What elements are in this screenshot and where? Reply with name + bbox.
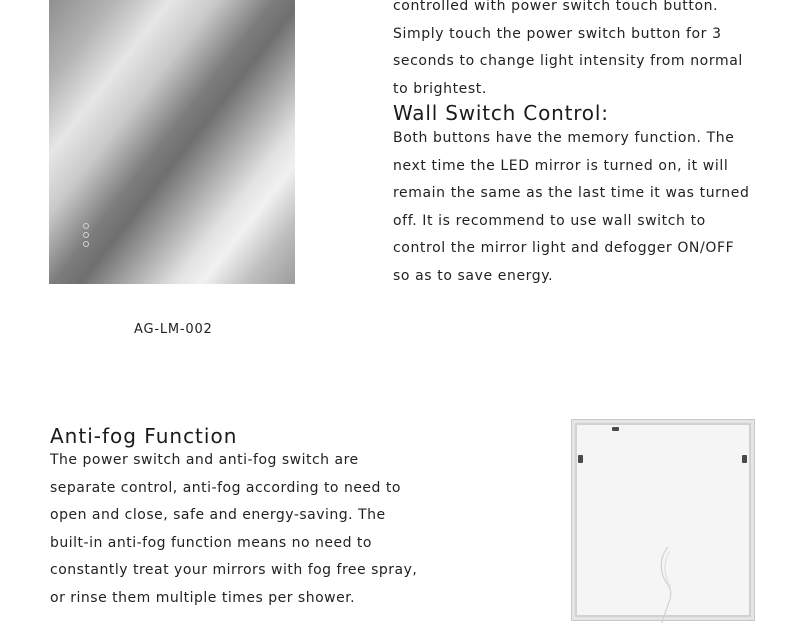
wall-switch-heading: Wall Switch Control: (393, 101, 609, 125)
mirror-frame-image (571, 419, 755, 621)
text-line: or rinse them multiple times per shower. (50, 589, 356, 606)
text-line: remain the same as the last time it was turned (393, 185, 750, 201)
text-line: separate control, anti-fog according to need to (50, 479, 401, 496)
anti-fog-description (50, 447, 417, 612)
touch-button-dot-icon (83, 232, 89, 238)
touch-control-description (393, 0, 743, 103)
text-line: to brightest. (393, 80, 487, 97)
mounting-clip-icon (742, 455, 747, 463)
text-line: controlled with power switch touch button. (393, 0, 719, 14)
touch-button-dot-icon (83, 223, 89, 229)
model-label: AG-LM-002 (134, 322, 213, 337)
text-line: built-in anti-fog function means no need to (50, 534, 372, 551)
text-line: Both buttons have the memory function. The (393, 130, 735, 146)
text-line: Simply touch the power switch button for 3 (393, 25, 722, 42)
wall-switch-description (393, 125, 749, 290)
text-line: open and close, safe and energy-saving. The (50, 507, 386, 523)
mounting-clip-icon (578, 455, 583, 463)
text-line: The power switch and anti-fog switch are (50, 452, 359, 468)
text-line: so as to save energy. (393, 267, 554, 284)
touch-button-dot-icon (83, 241, 89, 247)
defogger-wire-icon (654, 545, 684, 625)
led-mirror-image (49, 0, 295, 284)
mounting-clip-icon (612, 427, 619, 431)
text-line: control the mirror light and defogger ON/OFF (393, 240, 735, 256)
text-line: seconds to change light intensity from normal (393, 53, 743, 69)
text-line: off. It is recommend to use wall switch to (393, 212, 706, 229)
anti-fog-heading: Anti-fog Function (50, 424, 238, 448)
text-line: constantly treat your mirrors with fog free spray, (50, 562, 418, 578)
text-line: next time the LED mirror is turned on, it will (393, 157, 729, 174)
